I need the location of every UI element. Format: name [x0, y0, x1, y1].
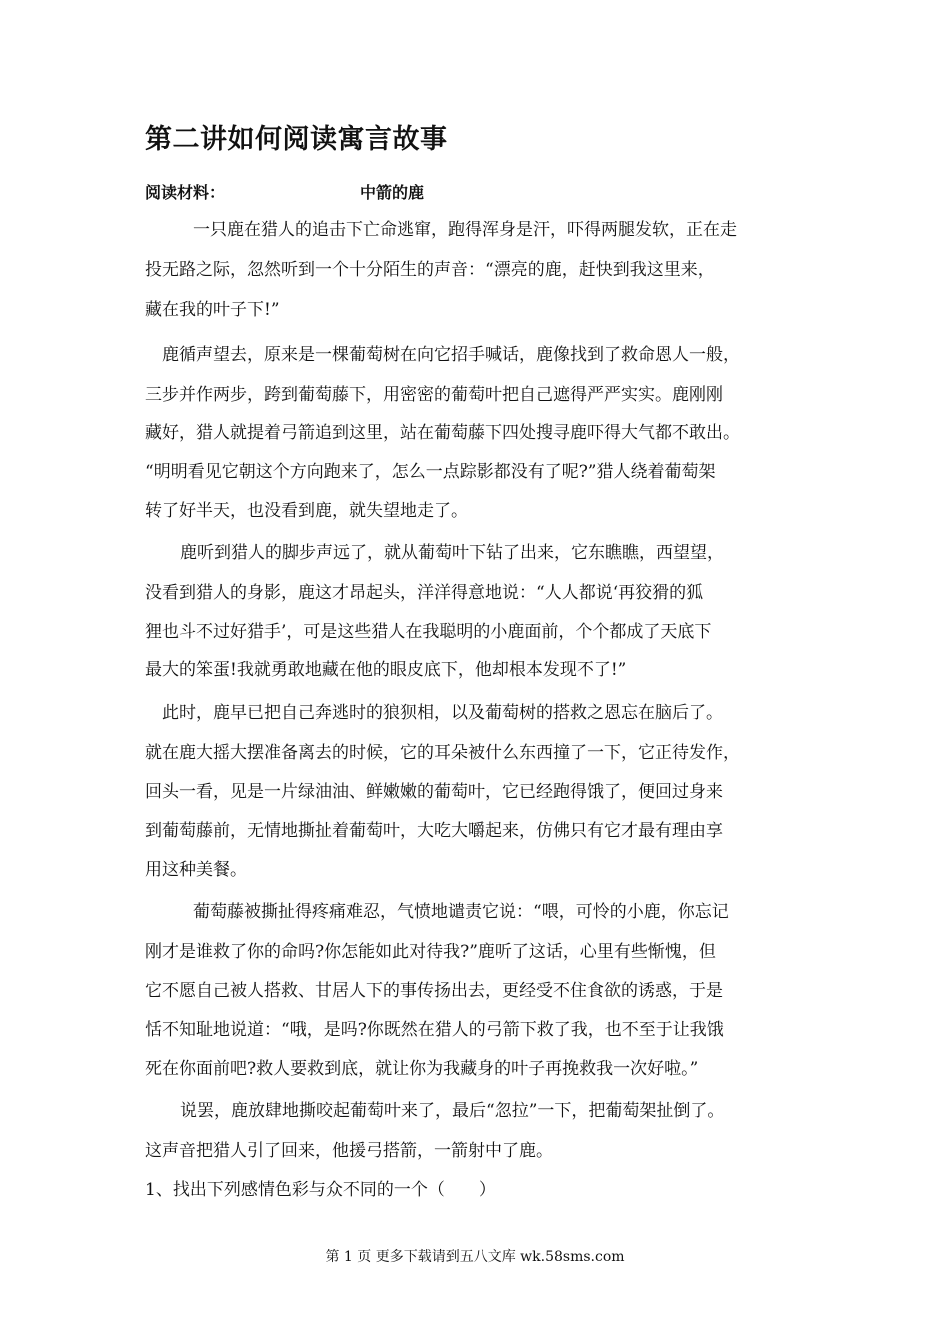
reading-material-label: 阅读材料：	[145, 183, 226, 202]
text-line: 三步并作两步，跨到葡萄藤下，用密密的葡萄叶把自己遮得严严实实。鹿刚刚	[145, 385, 723, 405]
text-line: 藏好，猎人就提着弓箭追到这里，站在葡萄藤下四处搜寻鹿吓得大气都不敢出。	[145, 423, 740, 443]
text-line: 鹿听到猎人的脚步声远了，就从葡萄叶下钻了出来，它东瞧瞧，西望望，	[180, 543, 724, 563]
text-line: 鹿循声望去，原来是一棵葡萄树在向它招手喊话，鹿像找到了救命恩人一般，	[162, 345, 740, 365]
text-line: 用这种美餐。	[145, 860, 247, 880]
text-line: 就在鹿大摇大摆准备离去的时候，它的耳朵被什么东西撞了一下，它正待发作，	[145, 743, 740, 763]
text-line: 此时，鹿早已把自己奔逃时的狼狈相，以及葡萄树的搭救之恩忘在脑后了。	[162, 703, 723, 723]
text-line: 没看到猎人的身影，鹿这才昂起头，洋洋得意地说：“人人都说‘再狡猾的狐	[145, 583, 704, 603]
text-line: 投无路之际，忽然听到一个十分陌生的声音：“漂亮的鹿，赶快到我这里来，	[145, 260, 715, 280]
question-line: 1、找出下列感情色彩与众不同的一个（ ）	[145, 1180, 496, 1200]
text-line: 转了好半天，也没看到鹿，就失望地走了。	[145, 501, 468, 521]
text-line: 一只鹿在猎人的追击下亡命逃窜，跑得浑身是汗，吓得两腿发软，正在走	[176, 220, 737, 240]
page-title: 第二讲如何阅读寓言故事	[145, 124, 448, 155]
text-line: 最大的笨蛋!我就勇敢地藏在他的眼皮底下，他却根本发现不了!”	[145, 660, 627, 680]
text-line: 恬不知耻地说道：“哦，是吗?你既然在猎人的弓箭下救了我，也不至于让我饿	[145, 1020, 724, 1040]
text-line: 到葡萄藤前，无情地撕扯着葡萄叶，大吃大嚼起来，仿佛只有它才最有理由享	[145, 821, 723, 841]
text-line: 葡萄藤被撕扯得疼痛难忍，气愤地谴责它说：“喂，可怜的小鹿，你忘记	[176, 902, 729, 922]
text-line: 说罢，鹿放肆地撕咬起葡萄叶来了，最后“忽拉”一下，把葡萄架扯倒了。	[180, 1101, 725, 1121]
text-line: 死在你面前吧?救人要救到底，就让你为我藏身的叶子再挽救我一次好啦。”	[145, 1059, 699, 1079]
text-line: 这声音把猎人引了回来，他援弓搭箭，一箭射中了鹿。	[145, 1141, 553, 1161]
text-line: 它不愿自己被人搭救、甘居人下的事传扬出去，更经受不住食欲的诱惑，于是	[145, 981, 723, 1001]
text-line: 回头一看，见是一片绿油油、鲜嫩嫩的葡萄叶，它已经跑得饿了，便回过身来	[145, 782, 723, 802]
text-line: 刚才是谁救了你的命吗?你怎能如此对待我?”鹿听了这话，心里有些惭愧，但	[145, 942, 716, 962]
story-title: 中箭的鹿	[360, 183, 425, 202]
text-line: “明明看见它朝这个方向跑来了，怎么一点踪影都没有了呢?”猎人绕着葡萄架	[145, 462, 716, 482]
text-line: 狸也斗不过好猎手’，可是这些猎人在我聪明的小鹿面前，个个都成了天底下	[145, 622, 712, 642]
text-line: 藏在我的叶子下!”	[145, 300, 280, 320]
page-footer: 第 1 页 更多下载请到五八文库 wk.58sms.com	[325, 1249, 625, 1265]
